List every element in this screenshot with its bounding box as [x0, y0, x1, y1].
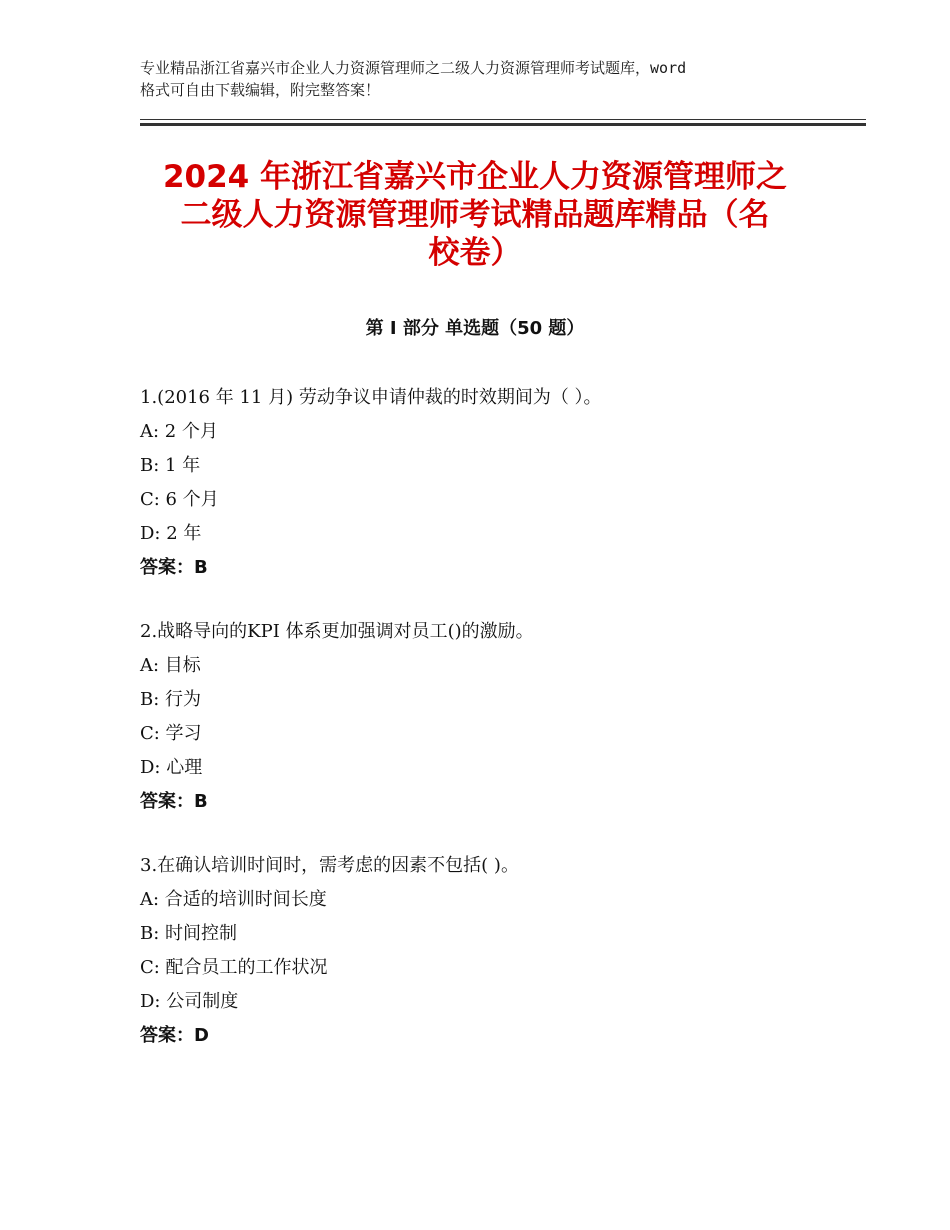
answer: 答案：B — [140, 557, 208, 578]
option-b: B: 1 年 — [140, 455, 201, 476]
option-a: A: 合适的培训时间长度 — [140, 889, 327, 910]
title-line-3: 校卷） — [428, 235, 522, 271]
question-stem: 2.战略导向的KPI 体系更加强调对员工()的激励。 — [140, 621, 534, 642]
question-2 — [140, 618, 860, 822]
title-line-1: 2024 年浙江省嘉兴市企业人力资源管理师之 — [162, 159, 788, 195]
header-note-line-1: 专业精品浙江省嘉兴市企业人力资源管理师之二级人力资源管理师考试题库，word — [140, 59, 687, 77]
section-heading: 第 I 部分 单选题（50 题） — [365, 318, 585, 339]
option-c: C: 配合员工的工作状况 — [140, 957, 328, 978]
header-rule-thin — [140, 119, 866, 120]
option-c: C: 6 个月 — [140, 489, 219, 510]
question-stem: 3.在确认培训时间时，需考虑的因素不包括( )。 — [140, 855, 519, 876]
header-note-line-2: 格式可自由下载编辑，附完整答案！ — [140, 81, 381, 99]
option-a: A: 目标 — [140, 655, 201, 676]
option-d: D: 心理 — [140, 757, 203, 778]
option-a: A: 2 个月 — [140, 421, 218, 442]
answer: 答案：D — [140, 1025, 209, 1046]
title-line-2: 二级人力资源管理师考试精品题库精品（名 — [180, 197, 770, 233]
option-d: D: 公司制度 — [140, 991, 239, 1012]
option-d: D: 2 年 — [140, 523, 202, 544]
header-rule-thick — [140, 123, 866, 126]
option-b: B: 行为 — [140, 689, 202, 710]
question-1 — [140, 384, 860, 588]
question-3 — [140, 852, 860, 1056]
option-b: B: 时间控制 — [140, 923, 238, 944]
question-stem: 1.(2016 年 11 月) 劳动争议申请仲裁的时效期间为（ ）。 — [140, 387, 602, 408]
document-title — [100, 158, 850, 272]
question-list — [140, 384, 860, 1086]
header-note — [140, 57, 820, 101]
option-c: C: 学习 — [140, 723, 202, 744]
answer: 答案：B — [140, 791, 208, 812]
